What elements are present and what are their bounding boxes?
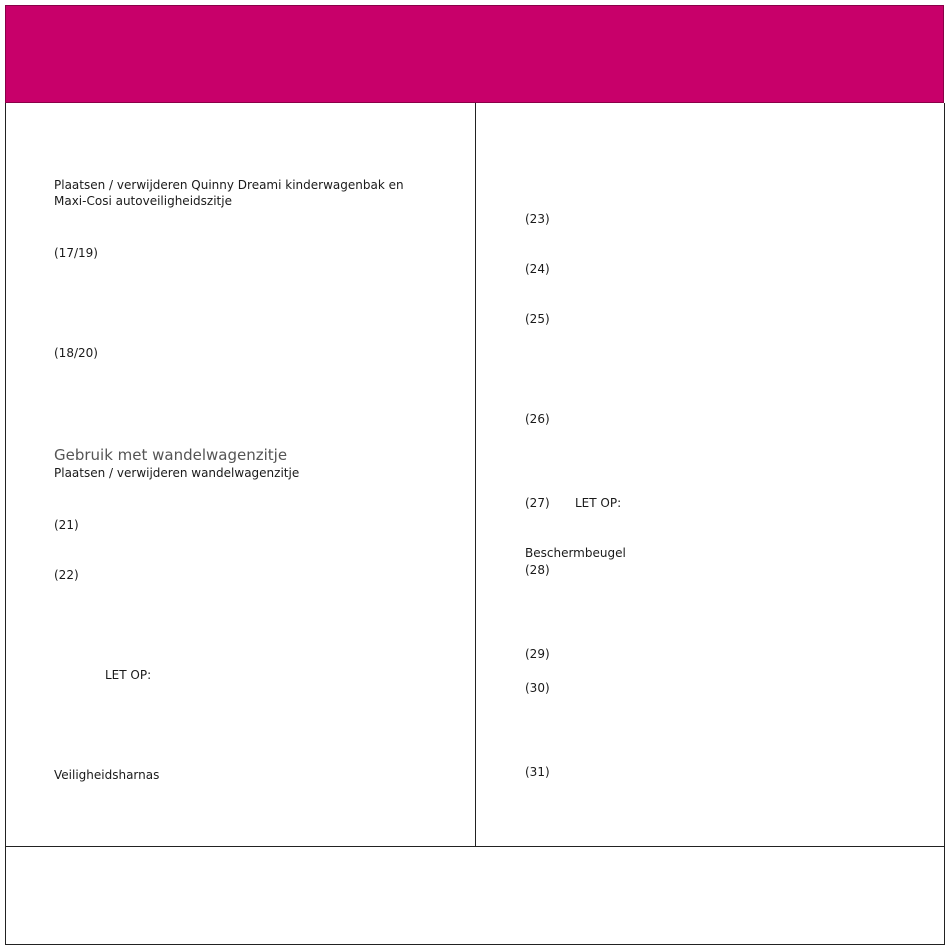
column-divider (475, 103, 476, 847)
figure-ref-26: (26) (525, 412, 550, 426)
section-title-stroller-seat: Plaatsen / verwijderen wandelwagenzitje (54, 466, 300, 480)
harness-label: Veiligheidsharnas (54, 768, 160, 782)
figure-ref-29: (29) (525, 647, 550, 661)
figure-ref-31: (31) (525, 765, 550, 779)
figure-ref-25: (25) (525, 312, 550, 326)
footer-box (5, 846, 945, 945)
figure-ref-28: (28) (525, 563, 550, 577)
figure-ref-30: (30) (525, 681, 550, 695)
figure-ref-17-19: (17/19) (54, 246, 98, 260)
bumper-label: Beschermbeugel (525, 546, 626, 560)
figure-ref-21: (21) (54, 518, 79, 532)
section-title-carrycot-line1: Plaatsen / verwijderen Quinny Dreami kinderwagenbak en (54, 178, 404, 192)
figure-ref-24: (24) (525, 262, 550, 276)
note-label-left: LET OP: (105, 668, 152, 682)
figure-ref-27: (27) (525, 496, 550, 510)
figure-ref-22: (22) (54, 568, 79, 582)
header-band (5, 5, 944, 103)
note-label-right: LET OP: (575, 496, 622, 510)
section-title-carrycot-line2: Maxi-Cosi autoveiligheidszitje (54, 194, 232, 208)
figure-ref-23: (23) (525, 212, 550, 226)
figure-ref-18-20: (18/20) (54, 346, 98, 360)
heading-stroller-seat: Gebruik met wandelwagenzitje (54, 446, 288, 464)
